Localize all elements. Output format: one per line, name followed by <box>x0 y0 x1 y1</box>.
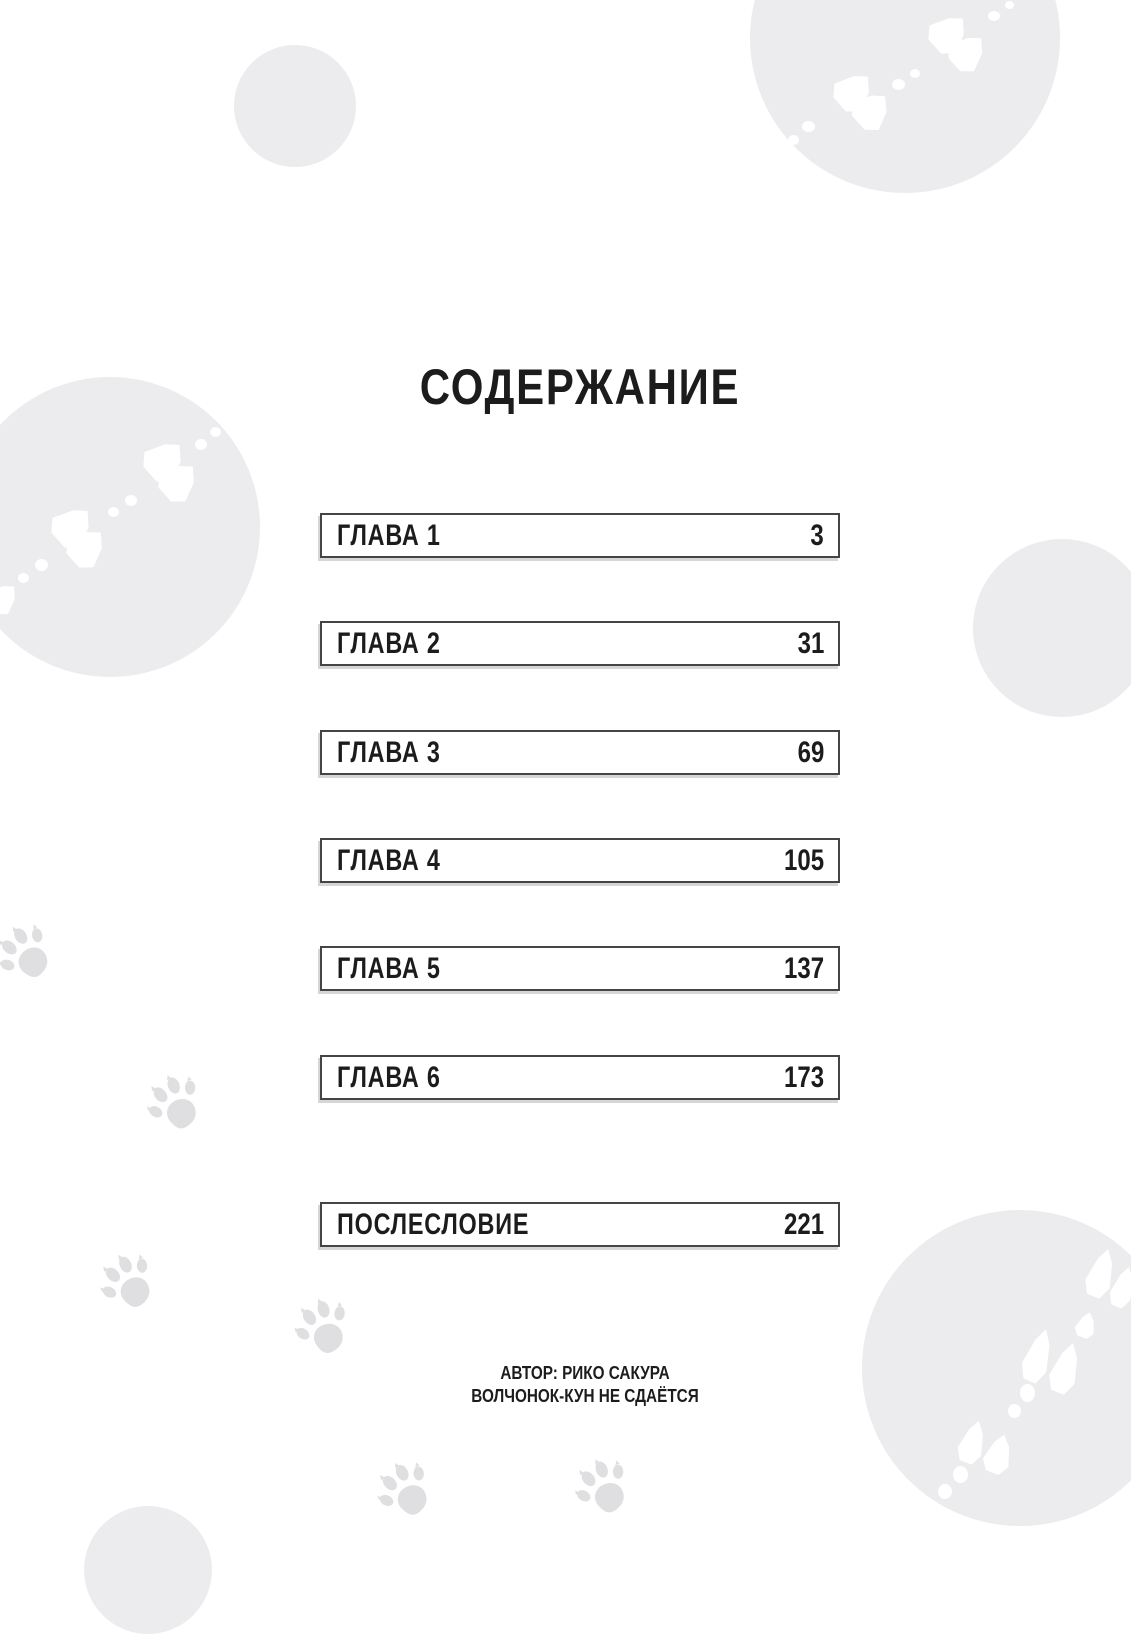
page-number: 221 <box>783 1207 824 1241</box>
page-number: 31 <box>797 626 824 660</box>
claw-streak-mark <box>1072 1310 1099 1341</box>
chapter-label: ГЛАВА 2 <box>337 626 441 660</box>
claw-streak-mark <box>788 135 799 145</box>
paw-print-icon <box>560 1444 647 1531</box>
paw-print-icon <box>132 1060 219 1147</box>
claw-streak-mark <box>210 427 221 437</box>
toc-row-chapter-2 <box>320 621 840 666</box>
claw-streak-mark <box>1020 1384 1035 1402</box>
decor-circle-top-right <box>750 0 1060 193</box>
claw-streak-mark <box>18 573 29 583</box>
claw-streak-mark <box>35 559 48 571</box>
claw-streak-mark <box>988 11 1000 21</box>
toc-row-chapter-4 <box>320 838 840 883</box>
claw-streak-mark <box>1005 1 1014 9</box>
chapter-label: ГЛАВА 5 <box>337 951 441 985</box>
decor-circle-right-middle <box>973 539 1131 717</box>
credits <box>360 1362 811 1408</box>
page-number: 105 <box>783 843 824 877</box>
toc-row-chapter-3 <box>320 730 840 775</box>
paw-print-icon <box>0 908 70 998</box>
page-number: 173 <box>783 1060 824 1094</box>
decor-circle-top-left <box>234 45 356 167</box>
decor-circle-bottom-left <box>84 1506 212 1634</box>
claw-streak-mark <box>979 1431 1017 1477</box>
claw-streak-mark <box>1045 1339 1087 1397</box>
decor-circle-bottom-right <box>862 1210 1131 1526</box>
chapter-label: ГЛАВА 6 <box>337 1060 441 1094</box>
decor-circle-left-middle <box>0 377 260 677</box>
claw-streak-mark <box>1008 1404 1021 1418</box>
chapter-label: ПОСЛЕСЛОВИЕ <box>337 1207 530 1241</box>
chapter-label: ГЛАВА 1 <box>337 518 441 552</box>
claw-streak-mark <box>195 439 207 450</box>
claw-streak-mark <box>938 1484 952 1499</box>
claw-streak-mark <box>108 507 119 517</box>
paw-print-icon <box>361 1446 450 1535</box>
paw-print-icon <box>84 1238 172 1326</box>
claw-streak-mark <box>892 79 905 90</box>
claw-streak-mark <box>802 121 815 132</box>
chapter-label: ГЛАВА 3 <box>337 735 441 769</box>
toc-row-chapter-6 <box>320 1055 840 1100</box>
page-number: 3 <box>810 518 824 552</box>
paw-print-icon <box>281 1285 364 1368</box>
toc-row-chapter-1 <box>320 513 840 558</box>
page-number: 69 <box>797 735 824 769</box>
claw-streak-mark <box>125 495 137 506</box>
author-line: АВТОР: РИКО САКУРА <box>500 1363 670 1383</box>
claw-streak-mark <box>910 69 920 78</box>
toc-row-chapter-5 <box>320 946 840 991</box>
series-title-line: ВОЛЧОНОК-КУН НЕ СДАЁТСЯ <box>471 1386 699 1406</box>
page-title: СОДЕРЖАНИЕ <box>419 359 741 415</box>
chapter-label: ГЛАВА 4 <box>337 843 441 877</box>
page-number: 137 <box>783 951 824 985</box>
toc-row-afterword <box>320 1202 840 1247</box>
claw-streak-mark <box>953 1466 968 1483</box>
